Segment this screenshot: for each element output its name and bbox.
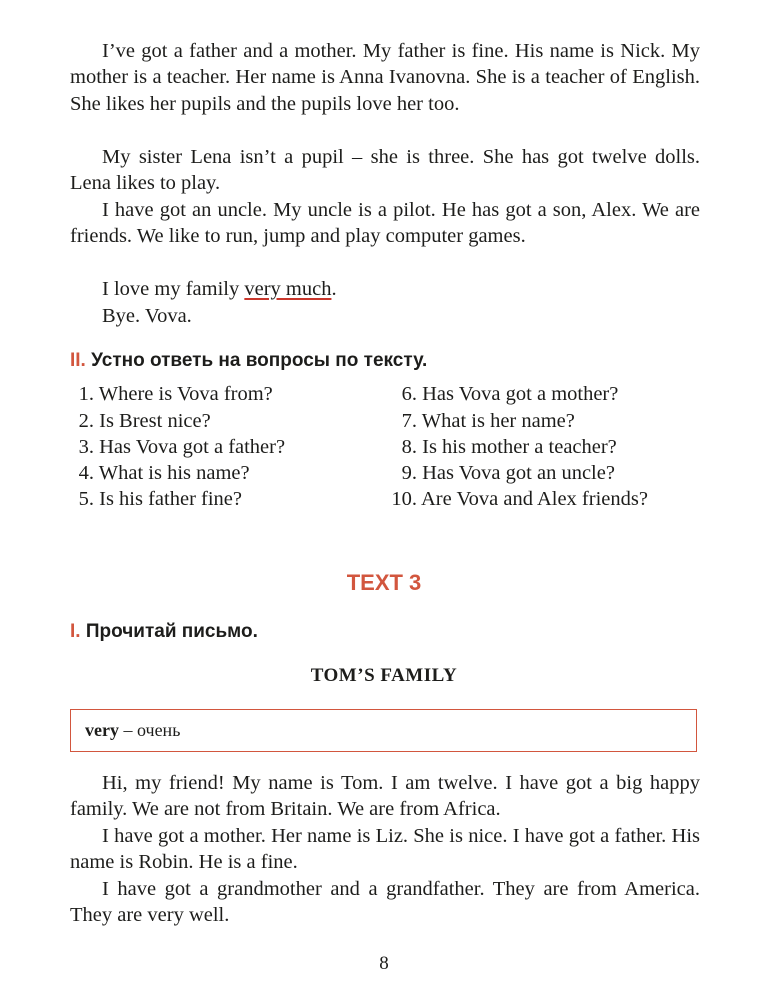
question-item — [383, 381, 618, 407]
question-number: 6. — [401, 383, 417, 405]
question-number: 2. — [78, 410, 94, 432]
letter-paragraph-4-suffix: . — [331, 278, 337, 300]
question-text: Has Vova got an uncle? — [422, 462, 615, 484]
question-text: Is his father fine? — [99, 488, 242, 510]
question-text: Are Vova and Alex friends? — [421, 488, 648, 510]
letter-paragraph-1: I’ve got a father and a mother. My father is fine. His name is Nick. My mother is a teacher. Her name is Anna Ivanovna. She is a teacher of English. She likes her pupils and the pupils love her too. — [70, 40, 700, 115]
tom-paragraph-2: I have got a mother. Her name is Liz. She is nice. I have got a father. His name is Robin. He is a fine. — [70, 825, 700, 874]
question-text: Where is Vova from? — [98, 383, 273, 405]
letter-paragraph-4 — [70, 276, 700, 302]
vocabulary-box — [70, 709, 697, 752]
question-number: 5. — [78, 488, 94, 510]
tom-paragraph-3: I have got a grandmother and a grandfather. They are from America. They are very well. — [70, 878, 700, 927]
question-text: Has Vova got a mother? — [422, 383, 619, 405]
letter-signature: Bye. Vova. — [102, 305, 192, 327]
question-number: 9. — [401, 462, 417, 484]
question-number: 8. — [401, 436, 417, 458]
question-number: 3. — [78, 436, 94, 458]
story-title: TOM’S FAMILY — [310, 665, 458, 686]
page-number: 8 — [379, 953, 389, 974]
question-item — [72, 486, 242, 512]
task-2-instruction: Устно ответь на вопросы по тексту. — [91, 350, 428, 371]
vocabulary-entry — [85, 720, 180, 741]
question-item — [72, 460, 250, 486]
question-item — [383, 434, 617, 460]
question-text: Is his mother a teacher? — [422, 436, 617, 458]
task-2-heading — [70, 350, 427, 372]
task-1-instruction: Прочитай письмо. — [85, 621, 258, 642]
vocabulary-translation: очень — [136, 720, 181, 740]
question-item — [383, 460, 615, 486]
question-text: What is his name? — [98, 462, 250, 484]
question-number: 7. — [401, 410, 417, 432]
question-item — [72, 381, 273, 407]
question-number: 1. — [78, 383, 94, 405]
underlined-phrase: very much — [244, 278, 332, 300]
question-item — [72, 434, 285, 460]
tom-paragraph-1: Hi, my friend! My name is Tom. I am twelve. I have got a big happy family. We are not from Britain. We are from Africa. — [70, 772, 700, 821]
question-text: Is Brest nice? — [99, 410, 211, 432]
task-1-heading — [70, 621, 258, 643]
question-text: What is her name? — [421, 410, 575, 432]
question-number: 4. — [78, 462, 94, 484]
question-item — [383, 486, 648, 512]
question-text: Has Vova got a father? — [99, 436, 286, 458]
letter-paragraph-2: My sister Lena isn’t a pupil – she is three. She has got twelve dolls. Lena likes to play. — [70, 146, 700, 195]
section-title: TEXT 3 — [346, 570, 422, 595]
question-item — [72, 408, 211, 434]
vocabulary-separator: – — [118, 720, 137, 740]
question-item — [383, 408, 575, 434]
question-number: 10. — [391, 488, 417, 510]
letter-paragraph-4-prefix: I love my family — [102, 278, 245, 300]
task-2-numeral: II. — [70, 350, 86, 371]
vocabulary-word: very — [85, 720, 119, 740]
letter-paragraph-3: I have got an uncle. My uncle is a pilot. He has got a son, Alex. We are friends. We like to run, jump and play computer games. — [70, 199, 700, 248]
task-1-numeral: I. — [70, 621, 81, 642]
